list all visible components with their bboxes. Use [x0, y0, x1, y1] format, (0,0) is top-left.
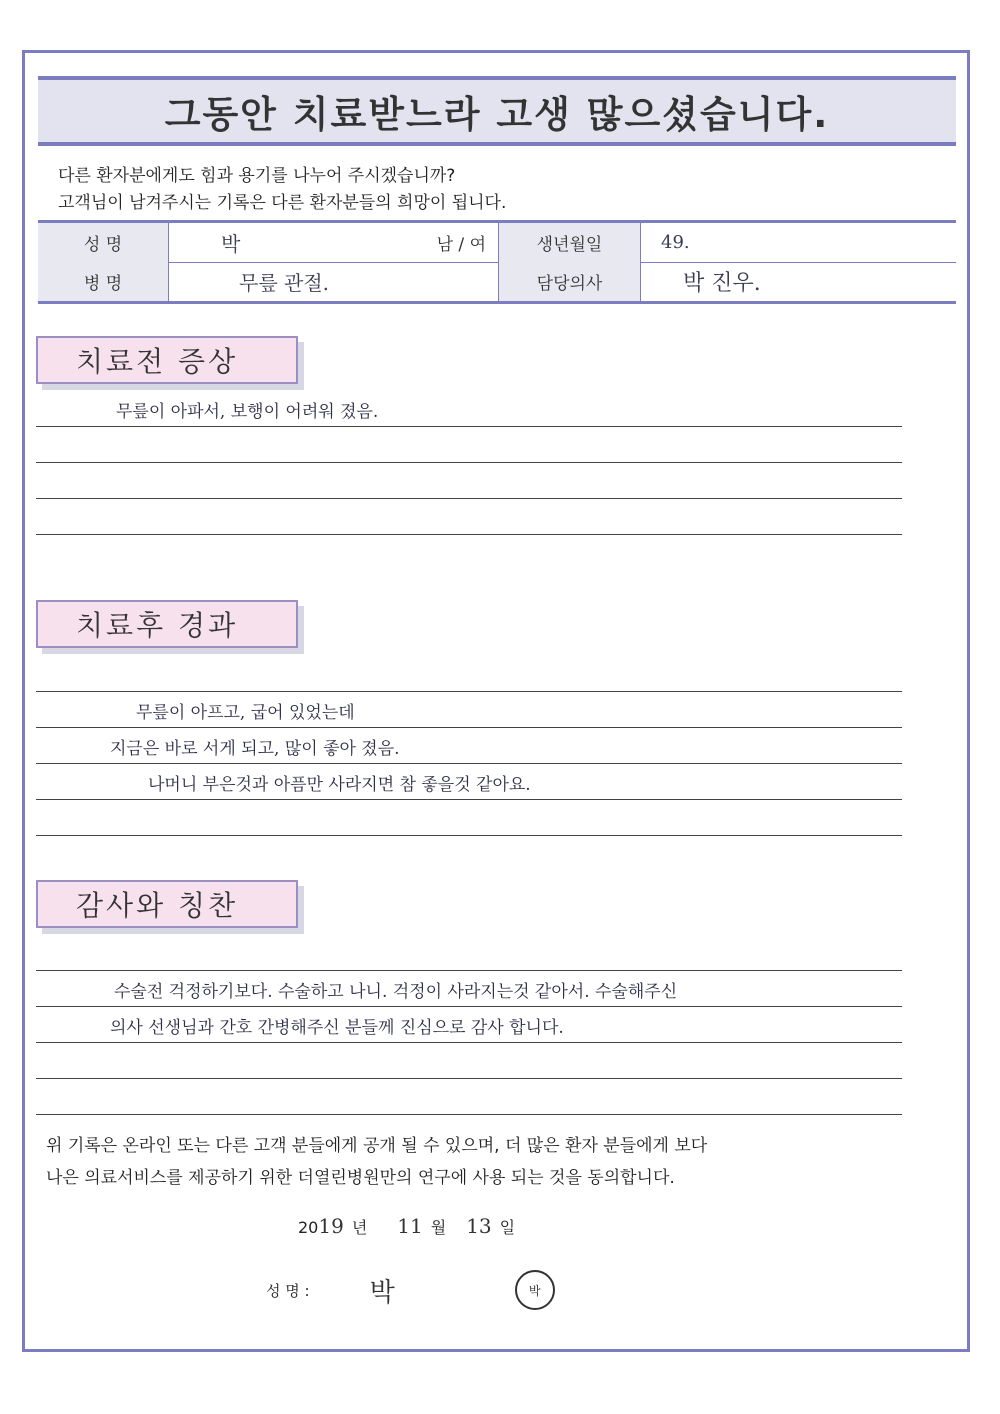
disease-cell[interactable]: [168, 262, 498, 301]
section-thanks-label: 감사와 칭찬: [36, 880, 298, 928]
before-line-4: [36, 499, 902, 535]
disease-label: 병 명: [38, 262, 168, 301]
patient-info-table: [38, 220, 956, 304]
consent-line-1: 위 기록은 온라인 또는 다른 고객 분들에게 공개 될 수 있으며, 더 많은 환자 분들에게 보다: [46, 1136, 708, 1156]
seal-stamp: 박: [515, 1270, 555, 1310]
intro-text: [58, 163, 506, 217]
date-year-unit: 년: [351, 1218, 368, 1237]
disease-value: 무릎 관절.: [239, 271, 329, 295]
section-after-label: 치료후 경과: [36, 600, 298, 648]
before-line-3: [36, 463, 902, 499]
section-before-label: 치료전 증상: [36, 336, 298, 384]
name-value: 박: [221, 232, 241, 256]
thanks-line-5: [36, 1079, 902, 1115]
after-line-1: [36, 656, 902, 692]
section-after-lines[interactable]: [36, 656, 902, 836]
info-row-2: [38, 262, 956, 301]
thanks-line-3: 의사 선생님과 간호 간병해주신 분들께 진심으로 감사 합니다.: [36, 1007, 902, 1043]
doctor-label: 담당의사: [498, 262, 640, 301]
date-year-prefix: 20: [298, 1218, 319, 1237]
date-month-unit: 월: [430, 1218, 447, 1237]
intro-line-2: 고객님이 남겨주시는 기록은 다른 환자분들의 희망이 됩니다.: [58, 193, 507, 213]
after-line-3: 지금은 바로 서게 되고, 많이 좋아 졌음.: [36, 728, 902, 764]
signature-label: 성 명 :: [266, 1281, 310, 1300]
birth-value[interactable]: 49.: [640, 223, 956, 262]
signature-value: 박: [369, 1277, 395, 1308]
form-title-band: [38, 76, 956, 146]
thanks-line-4: [36, 1043, 902, 1079]
intro-line-1: 다른 환자분에게도 힘과 용기를 나누어 주시겠습니까?: [58, 166, 456, 186]
info-row-1: [38, 223, 956, 263]
section-before-lines[interactable]: [36, 391, 902, 535]
consent-line-2: 나은 의료서비스를 제공하기 위한 더열린병원만의 연구에 사용 되는 것을 동의합니다.: [46, 1168, 675, 1188]
signature-field[interactable]: [266, 1270, 555, 1310]
after-line-5: [36, 800, 902, 836]
name-label: 성 명: [38, 223, 168, 262]
thanks-line-1: [36, 935, 902, 971]
sex-selector[interactable]: 남 / 여: [436, 235, 486, 255]
name-cell[interactable]: [168, 223, 498, 262]
section-thanks-lines[interactable]: [36, 935, 902, 1115]
before-line-2: [36, 427, 902, 463]
date-field[interactable]: [298, 1214, 515, 1238]
thanks-line-2: 수술전 걱정하기보다. 수술하고 나니. 걱정이 사라지는것 같아서. 수술해주신: [36, 971, 902, 1007]
date-day-unit: 일: [499, 1218, 516, 1237]
date-year: 19: [318, 1214, 344, 1238]
date-day: 13: [466, 1214, 492, 1238]
doctor-value: 박 진우.: [683, 271, 761, 296]
after-line-4: 나머니 부은것과 아픔만 사라지면 참 좋을것 같아요.: [36, 764, 902, 800]
form-title: 그동안 치료받느라 고생 많으셨습니다.: [164, 93, 830, 136]
consent-text: [46, 1130, 707, 1194]
doctor-cell[interactable]: [640, 262, 956, 301]
after-line-2: 무릎이 아프고, 굽어 있었는데: [36, 692, 902, 728]
before-line-1: 무릎이 아파서, 보행이 어려워 졌음.: [36, 391, 902, 427]
birth-label: 생년월일: [498, 223, 640, 262]
date-month: 11: [397, 1214, 423, 1238]
